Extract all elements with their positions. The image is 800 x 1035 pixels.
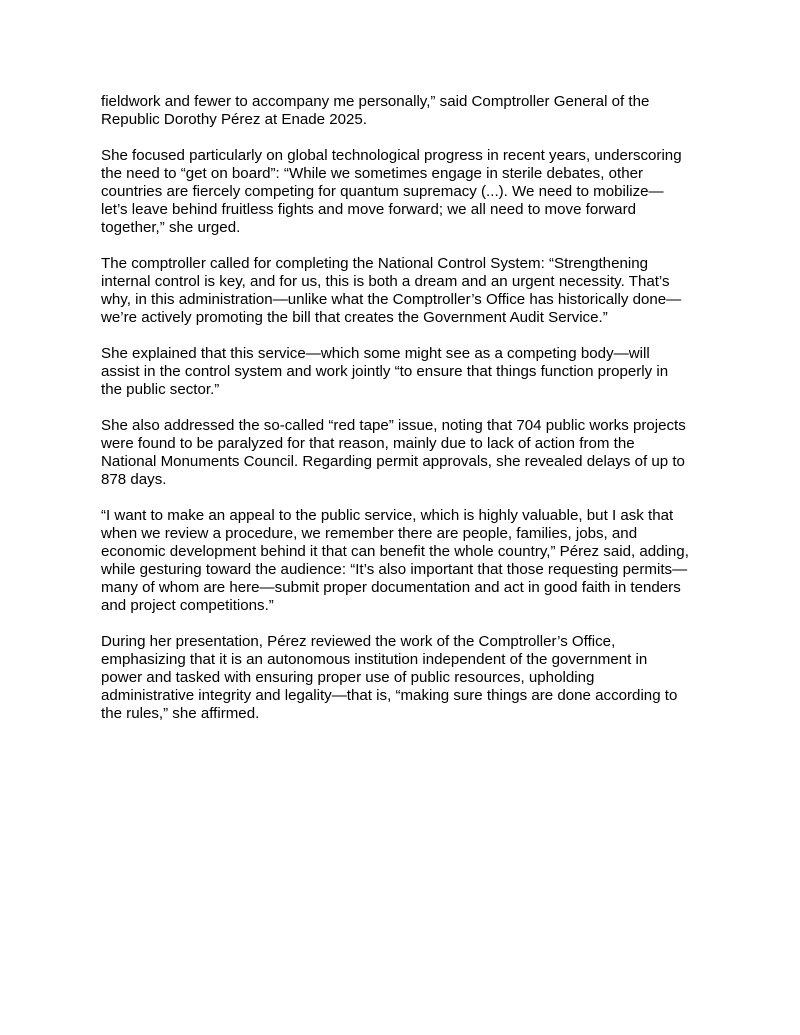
- document-page: [101, 93, 705, 741]
- paragraph-audit-service: She explained that this service—which some might see as a competing body—will assist in the control system and work jointly “to ensure that things function properly in the public sector.”: [101, 345, 669, 398]
- paragraph-appeal: “I want to make an appeal to the public service, which is highly valuable, but I ask that when we review a procedure, we remember there are people, families, jobs, and economic development behind it that can benefit the whole country,” Pérez said, adding, while gesturing toward the audience: “It’s also important that those requesting permits— many of whom are here—submit proper documentation and act in good faith in tenders and project competitions.”: [101, 507, 689, 614]
- paragraph-control-system: The comptroller called for completing the National Control System: “Strengthening internal control is key, and for us, this is both a dream and an urgent necessity. That’s why, in this administration—unlike what the Comptroller’s Office has historically done— we’re actively promoting the bill that creates the Government Audit Service.”: [101, 255, 682, 326]
- paragraph-continuation: fieldwork and fewer to accompany me personally,” said Comptroller General of the Republic Dorothy Pérez at Enade 2025.: [101, 93, 650, 128]
- paragraph-red-tape: She also addressed the so-called “red tape” issue, noting that 704 public works projects were found to be paralyzed for that reason, mainly due to lack of action from the National Monuments Council. Regarding permit approvals, she revealed delays of up to 878 days.: [101, 417, 686, 488]
- paragraph-technology: She focused particularly on global technological progress in recent years, underscoring the need to “get on board”: “While we sometimes engage in sterile debates, other countries are fiercely competing for quantum supremacy (...). We need to mobilize— let’s leave behind fruitless fights and move forward; we all need to move forward together,” she urged.: [101, 147, 682, 236]
- paragraph-presentation: During her presentation, Pérez reviewed the work of the Comptroller’s Office, emphasizing that it is an autonomous institution independent of the government in power and tasked with ensuring proper use of public resources, upholding administrative integrity and legality—that is, “making sure things are done according to the rules,” she affirmed.: [101, 633, 678, 722]
